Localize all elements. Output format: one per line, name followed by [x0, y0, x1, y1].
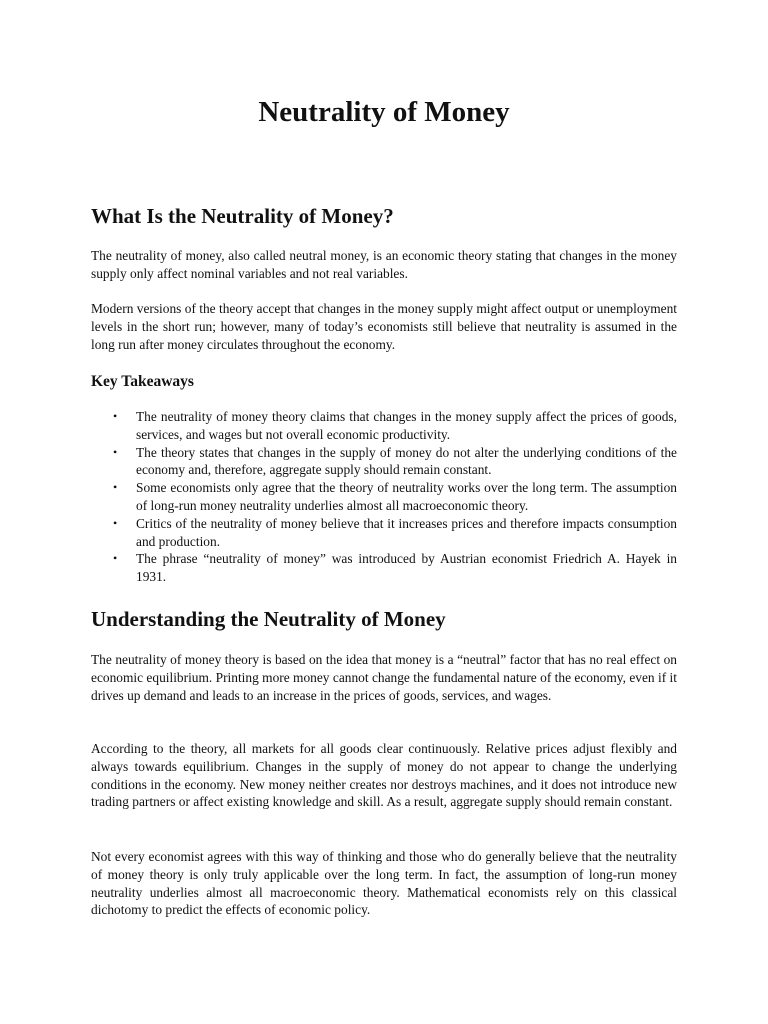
bullet-icon: •: [113, 409, 118, 423]
section-heading-understanding: Understanding the Neutrality of Money: [91, 607, 446, 631]
list-item-text: Some economists only agree that the theory of neutrality works over the long term. The assumption of long-run money neutrality underlies almost all macroeconomic theory.: [136, 480, 677, 513]
bullet-icon: •: [113, 515, 118, 530]
paragraph: Modern versions of the theory accept that changes in the money supply might affect output or unemployment levels in the short run; however, many of today’s economists still believe that neutrality is assumed in the long run after money circulates throughout the economy.: [91, 301, 677, 352]
paragraph: The neutrality of money, also called neutral money, is an economic theory stating that changes in the money supply only affect nominal variables and not real variables.: [91, 248, 677, 281]
list-item-text: The phrase “neutrality of money” was introduced by Austrian economist Friedrich A. Hayek in 1931.: [136, 551, 677, 585]
list-item: [91, 408, 677, 444]
page-title: Neutrality of Money: [258, 96, 510, 128]
paragraph: Not every economist agrees with this way of thinking and those who do generally believe that the neutrality of money theory is only truly applicable over the long term. In fact, the assumption of long-run money neutrality underlies almost all macroeconomic theory. Mathematical economists rely on this classical dichotomy to predict the effects of economic policy.: [91, 849, 677, 918]
list-item: [91, 479, 677, 515]
section-heading-what-is: What Is the Neutrality of Money?: [91, 204, 394, 228]
list-item: [91, 515, 677, 551]
list-item-text: The theory states that changes in the supply of money do not alter the underlying conditions of the economy and, therefore, aggregate supply should remain constant.: [136, 444, 677, 478]
list-item: [91, 444, 677, 480]
bullet-icon: •: [113, 480, 118, 495]
key-takeaways-heading: Key Takeaways: [91, 373, 194, 390]
paragraph: The neutrality of money theory is based on the idea that money is a “neutral” factor that has no real effect on economic equilibrium. Printing more money cannot change the fundamental nature of the economy, even if it drives up demand and leads to an increase in the prices of goods, services, and wages.: [91, 652, 677, 703]
bullet-icon: •: [113, 444, 118, 459]
list-item: [91, 550, 677, 586]
key-takeaways-list: [91, 408, 677, 586]
list-item-text: Critics of the neutrality of money believe that it increases prices and therefore impacts consumption and production.: [136, 515, 677, 549]
bullet-icon: •: [113, 551, 118, 566]
list-item-text: The neutrality of money theory claims that changes in the money supply affect the prices of goods, services, and wages but not overall economic productivity.: [136, 409, 677, 442]
paragraph: According to the theory, all markets for all goods clear continuously. Relative prices adjust flexibly and always towards equilibrium. Changes in the supply of money do not appear to change the underlying conditions in the economy. New money neither creates nor destroys machines, and it does not introduce new trading partners or affect existing knowledge and skill. As a result, aggregate supply should remain constant.: [91, 741, 677, 810]
